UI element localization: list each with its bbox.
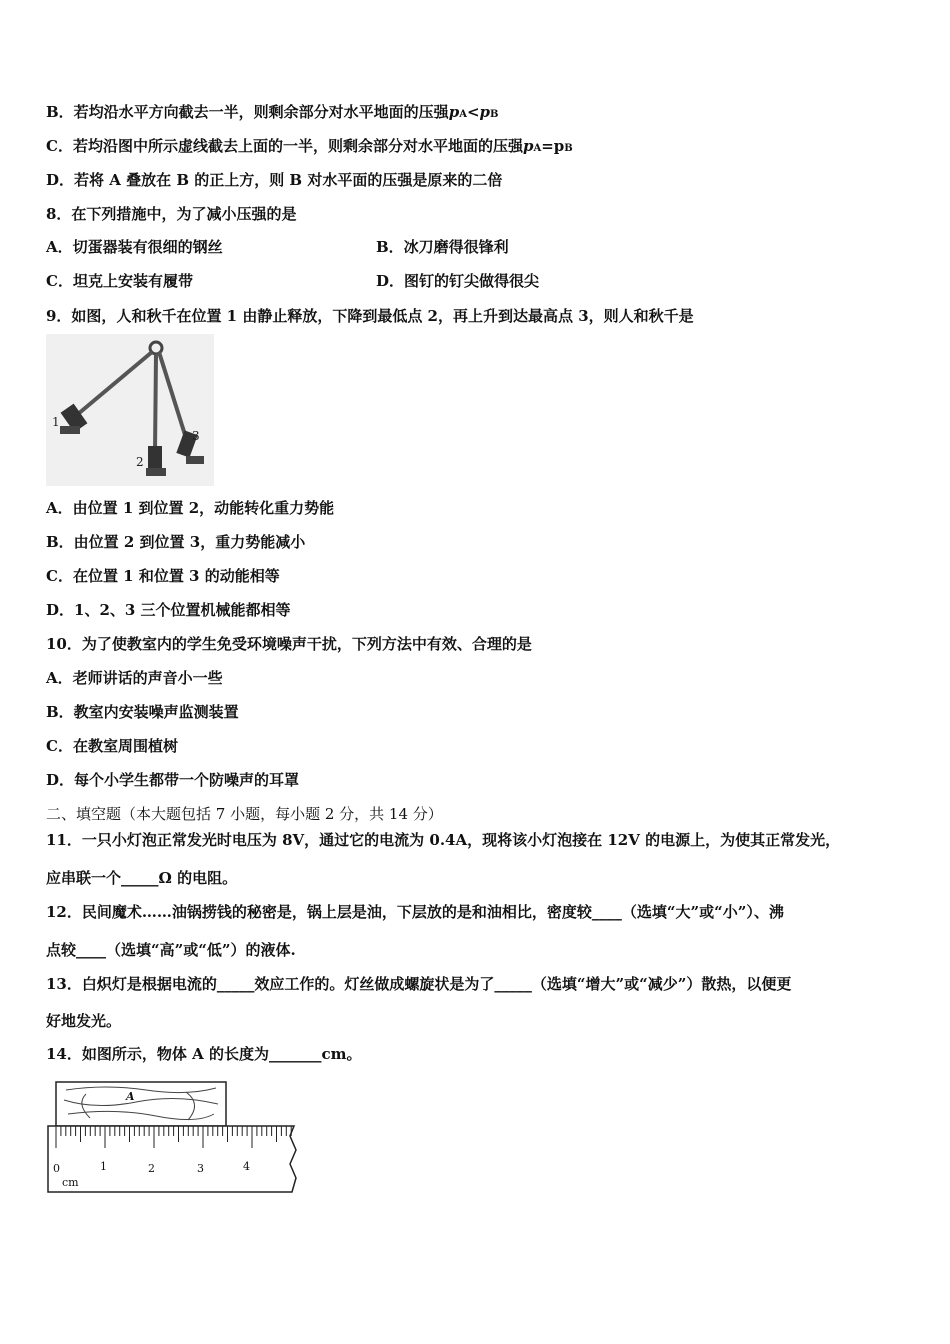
q13-line2: 好地发光。 <box>46 1012 122 1030</box>
q7-option-b-op: < <box>466 103 480 121</box>
swing-label-3: 3 <box>192 429 200 443</box>
q8-option-c: C．坦克上安装有履带 <box>46 272 193 290</box>
ruler-figure-svg <box>46 1080 298 1194</box>
ruler-number-4: 4 <box>243 1160 250 1173</box>
swing-figure-svg <box>46 334 214 486</box>
swing-label-2: 2 <box>136 455 144 469</box>
ruler-number-0: 0 <box>53 1162 60 1175</box>
q8-stem: 8．在下列措施中，为了减小压强的是 <box>46 205 297 223</box>
q7-option-c-p1: p <box>522 137 534 155</box>
q10-stem: 10．为了使教室内的学生免受环境噪声干扰，下列方法中有效、合理的是 <box>46 635 532 653</box>
q7-option-c <box>46 136 573 159</box>
ruler-number-1: 1 <box>100 1160 107 1173</box>
q7-option-b-text: B．若均沿水平方向截去一半，则剩余部分对水平地面的压强 <box>46 103 449 121</box>
q8-option-b: B．冰刀磨得很锋利 <box>376 238 509 256</box>
q7-option-c-text: C．若均沿图中所示虚线截去上面的一半，则剩余部分对水平地面的压强 <box>46 137 523 155</box>
swing-figure <box>46 334 214 486</box>
q11-line1: 11．一只小灯泡正常发光时电压为 8V，通过它的电流为 0.4A，现将该小灯泡接在 12V 的电源上，为使其正常发光， <box>46 831 841 849</box>
section2-title: 二、填空题（本大题包括 7 小题，每小题 2 分，共 14 分） <box>46 805 443 823</box>
q9-option-d: D．1、2、3 三个位置机械能都相等 <box>46 601 291 619</box>
q7-option-b <box>46 102 498 125</box>
q14-stem: 14．如图所示，物体 A 的长度为_______cm。 <box>46 1045 362 1063</box>
q7-option-c-sub2: B <box>564 143 573 154</box>
q7-option-c-sub1: A <box>533 143 542 154</box>
q7-option-c-op: =p <box>541 137 565 155</box>
q10-option-a: A．老师讲话的声音小一些 <box>46 669 223 687</box>
q8-option-d: D．图钉的钉尖做得很尖 <box>376 272 540 290</box>
q13-line1: 13．白炽灯是根据电流的_____效应工作的。灯丝做成螺旋状是为了_____（选填“增大”或“减少”）散热，以便更 <box>46 975 792 993</box>
q9-stem: 9．如图，人和秋千在位置 1 由静止释放，下降到最低点 2，再上升到达最高点 3，则人和秋千是 <box>46 307 694 325</box>
q12-line2: 点较____（选填“高”或“低”）的液体. <box>46 941 296 959</box>
q7-option-b-p1: p <box>448 103 460 121</box>
q7-option-b-sub1: A <box>459 109 467 120</box>
q7-option-b-sub2: B <box>490 109 499 120</box>
ruler-figure <box>46 1080 298 1194</box>
object-a <box>56 1082 226 1126</box>
ruler-unit: cm <box>62 1176 79 1189</box>
q9-option-a: A．由位置 1 到位置 2，动能转化重力势能 <box>46 499 335 517</box>
object-a-label: A <box>126 1090 135 1103</box>
q9-option-c: C．在位置 1 和位置 3 的动能相等 <box>46 567 280 585</box>
q8-option-a: A．切蛋器装有很细的钢丝 <box>46 238 223 256</box>
swing-rope-2 <box>155 354 156 452</box>
q11-line2: 应串联一个_____Ω 的电阻。 <box>46 869 238 887</box>
swing-label-1: 1 <box>52 415 60 429</box>
ruler-number-3: 3 <box>197 1162 204 1175</box>
q10-option-c: C．在教室周围植树 <box>46 737 178 755</box>
q12-line1: 12．民间魔术……油锅捞钱的秘密是，锅上层是油，下层放的是和油相比，密度较____（选填“大”或“小”）、沸 <box>46 903 784 921</box>
q9-option-b: B．由位置 2 到位置 3，重力势能减小 <box>46 533 306 551</box>
q7-option-d: D．若将 A 叠放在 B 的正上方，则 B 对水平面的压强是原来的二倍 <box>46 171 503 189</box>
q10-option-b: B．教室内安装噪声监测装置 <box>46 703 239 721</box>
q7-option-b-p2: p <box>479 103 491 121</box>
q10-option-d: D．每个小学生都带一个防噪声的耳罩 <box>46 771 300 789</box>
ruler-number-2: 2 <box>148 1162 155 1175</box>
